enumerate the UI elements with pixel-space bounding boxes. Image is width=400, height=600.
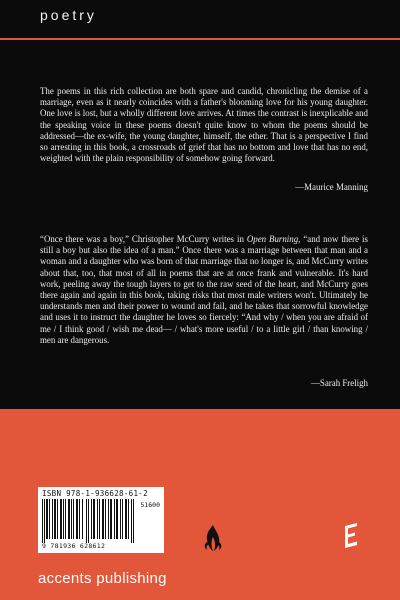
- header-band: [0, 0, 400, 40]
- category-label: poetry: [40, 7, 97, 23]
- barcode-bars: [42, 499, 136, 543]
- isbn-label: ISBN 978-1-936628-61-2: [42, 489, 148, 498]
- blurb-freligh-lead: “Once there was a boy,” Christopher McCurry writes in: [40, 234, 247, 244]
- barcode-digits: 9 781936 628612: [42, 542, 106, 550]
- book-title: Open Burning: [246, 234, 299, 244]
- attribution-freligh: —Sarah Freligh: [311, 378, 368, 388]
- barcode: [38, 487, 164, 553]
- blurb-freligh: [40, 234, 368, 346]
- price-code: 51600: [140, 501, 160, 509]
- publisher-name: accents publishing: [38, 570, 167, 587]
- attribution-manning: —Maurice Manning: [295, 182, 368, 192]
- accents-logo-icon: [342, 522, 362, 550]
- flame-icon: [203, 524, 223, 552]
- blurb-freligh-body: , “and now there is still a boy but also the idea of a man.” Once there was a marriage between that man and a woman and a daughter who was born of that marriage that no longer is, and McCurry writes about that, too, that most of all in poems that are at once frank and vulnerable. It's hard work, peeling away the tough layers to get to the raw seed of the heart, and McCurry goes there again and again in this book, taking risks that most male writers won't. Ultimately he understands men and their power to wound and fail, and he takes that sorrowful knowledge and uses it to instruct the daughter he loves so fiercely: “And why / when you are afraid of me / I think good / wish me dead— / what's more useful / to a little girl / than knowing / men are dangerous.: [40, 234, 368, 345]
- blurb-manning: The poems in this rich collection are both spare and candid, chronicling the demise of a marriage, even as it nearly coincides with a father's blooming love for his young daughter. One love is lost, but a wholly different love arrives. At times the contrast is inexplicable and the speaking voice in these poems doesn't quite know to whom the poems should be addressed—the ex-wife, the young daughter, himself, the ether. That is a perspective I find so arresting in this book, a crossroads of grief that has no bottom and love that has no end, weighted with the plain responsibility of somehow going forward.: [40, 86, 368, 164]
